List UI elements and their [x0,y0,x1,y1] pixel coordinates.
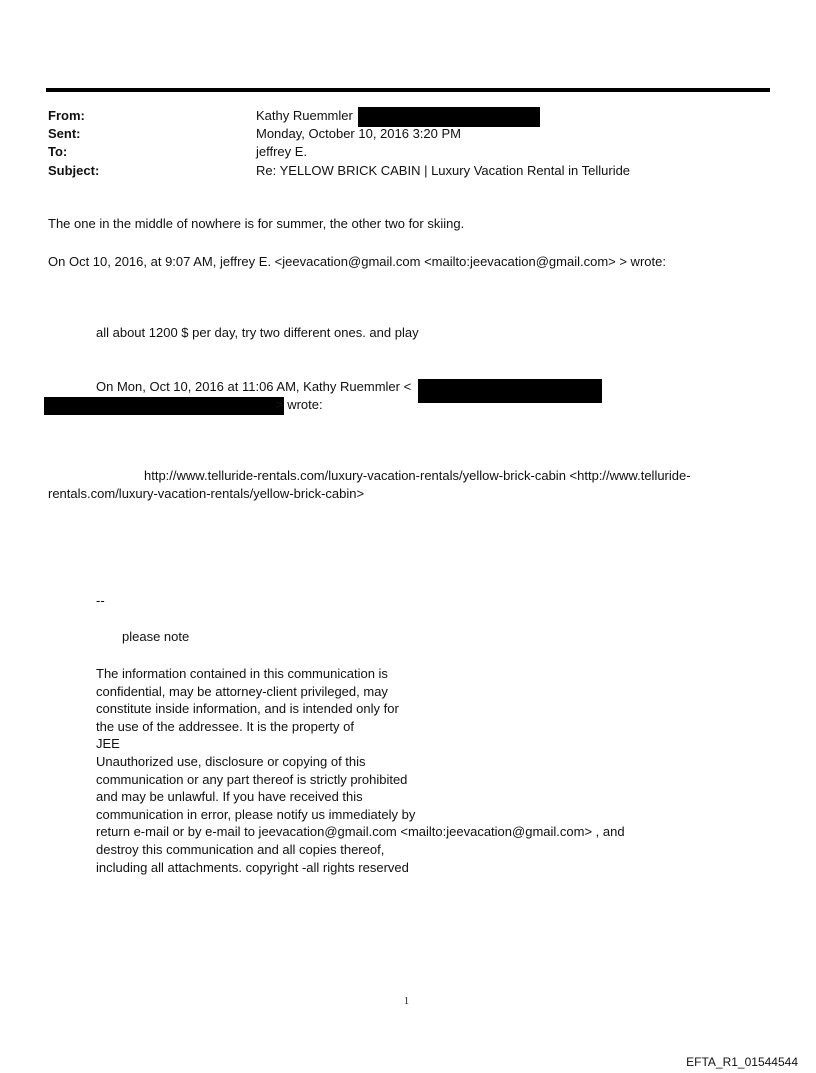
signature-separator: -- [96,593,105,608]
inner-quote-intro: On Mon, Oct 10, 2016 at 11:06 AM, Kathy Ruemmler < [96,379,412,394]
notice-line: The information contained in this communication is [96,666,388,681]
from-value: Kathy Ruemmler [256,108,353,123]
notice-line: return e-mail or by e-mail to jeevacation@gmail.com <mailto:jeevacation@gmail.com> , and [96,824,625,840]
please-note: please note [122,629,190,644]
notice-line: constitute inside information, and is intended only for [96,701,399,717]
redaction-block [418,379,602,403]
link-line-1: http://www.telluride-rentals.com/luxury-vacation-rentals/yellow-brick-cabin <http://www.telluride- [144,468,691,483]
link-line-2: rentals.com/luxury-vacation-rentals/yellow-brick-cabin> [48,486,365,501]
to-value: jeffrey E. [256,144,308,159]
notice-line: confidential, may be attorney-client privileged, may [96,683,388,699]
to-label: To: [48,144,68,159]
confidentiality-notice [96,665,696,876]
document-reference: EFTA_R1_01544544 [686,1055,798,1069]
sent-label: Sent: [48,126,81,141]
subject-value: Re: YELLOW BRICK CABIN | Luxury Vacation Rental in Telluride [256,163,631,178]
from-label: From: [48,108,85,123]
reply-text: The one in the middle of nowhere is for summer, the other two for skiing. [48,216,465,231]
notice-line: JEE [96,736,120,752]
redaction-block [44,397,284,415]
redaction-block [358,107,540,127]
subject-label: Subject: [48,163,100,178]
notice-line: communication or any part thereof is strictly prohibited [96,771,408,787]
header-rule [46,88,770,92]
notice-line: including all attachments. copyright -all rights reserved [96,859,409,875]
quote-text: all about 1200 $ per day, try two different ones. and play [96,325,419,340]
notice-line: destroy this communication and all copies thereof, [96,841,385,857]
quote-intro: On Oct 10, 2016, at 9:07 AM, jeffrey E. <jeevacation@gmail.com <mailto:jeevacation@gmail.com> > wrote: [48,254,666,269]
page-number: 1 [404,996,409,1007]
notice-line: communication in error, please notify us immediately by [96,806,416,822]
notice-line: Unauthorized use, disclosure or copying of this [96,753,366,769]
notice-line: the use of the addressee. It is the property of [96,718,354,734]
notice-line: and may be unlawful. If you have received this [96,789,363,805]
inner-quote-wrote: > wrote: [276,397,323,412]
sent-value: Monday, October 10, 2016 3:20 PM [256,126,461,141]
